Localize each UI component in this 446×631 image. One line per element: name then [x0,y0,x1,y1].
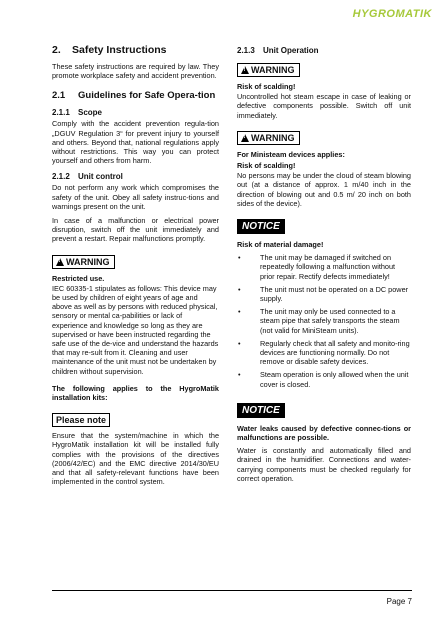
water-leaks-text: Water is constantly and automatically filled and drained in the humidifier. Connections and water-carrying components must be checked regularly for correct operation. [237,446,411,483]
hygromatik-logo: HYGROMATIK [352,8,432,20]
warning-triangle-icon [241,134,249,142]
scalding-risk-text-2: No persons may be under the cloud of steam blowing out (at a distance of approx. 1 m/40 inch in the direction of blowing out and 0.5 m/ 20 inch on both sides of the device). [237,171,411,208]
section-heading-2-1: 2.1 Guidelines for Safe Opera-tion [52,90,216,102]
material-damage-list [237,253,411,389]
notice-badge-2: NOTICE [237,403,285,418]
installation-kits-text: Ensure that the system/machine in which the HygroMatik installation kit will be installed fully complies with the provisions of the directives (2006/42/EC) and the EMC directive 2014/30/EU and that all safety-relevant functions have been implemented in the control system. [52,431,219,487]
warning-badge-1: ! WARNING [237,63,300,77]
unit-control-text-2: In case of a malfunction or electrical power disruption, switch off the unit immediately and prevent a restart. Repair malfunctions promptly. [52,216,219,244]
intro-text: These safety instructions are required by law. They promote workplace safety and accident prevention. [52,62,219,81]
page-number: Page 7 [386,597,412,606]
section-heading-2-1-3: 2.1.3 Unit Operation [237,46,319,55]
scalding-risk-title-1: Risk of scalding! [237,82,296,91]
list-item: • The unit may be damaged if switched on repeatedly following a malfunction without prior repair. Rectify defects immediately! [238,253,396,281]
chapter-heading: 2. Safety Instructions [52,44,167,56]
list-item: • The unit must not be operated on a DC power supply. [238,284,409,304]
material-damage-title: Risk of material damage! [237,240,324,250]
restricted-use-title: Restricted use. [52,273,105,283]
scalding-risk-title-2: Risk of scalding! [237,161,296,171]
scope-text: Comply with the accident prevention regula-tion „DGUV Regulation 3“ for prevent injury to yourself and others. Beyond that, national regulations apply without restrictions. This way you can protect yourself and others from harm. [52,119,219,166]
list-item: • Regularly check that all safety and monito-ring devices are functioning normally. Do not remove or disable safety devices. [238,338,410,367]
warning-badge: ! WARNING [52,255,115,269]
scalding-risk-text-1: Uncontrolled hot steam escape in case of leaking or defective components possible. Switch off unit immediately. [237,92,411,120]
restricted-use-text: IEC 60335-1 stipulates as follows: This device may be used by children of eight years of age and above as well as by persons with reduced physical, sensory or mental ca-pabilities or lack of experience and knowledge so long as they are supervised or have been instructed regarding the safe use of the de-vice and understand the hazards that may re-sult from it. Cleaning and user maintenance of the unit must not be undertaken by children without supervision. [52,283,219,376]
water-leaks-title: Water leaks caused by defective connec-tions or malfunctions are possible. [237,423,411,443]
warning-badge-2: ! WARNING [237,131,300,145]
section-heading-2-1-1: 2.1.1 Scope [52,108,103,118]
page-header [0,0,446,44]
warning-triangle-icon [56,258,64,266]
right-column [237,44,411,488]
footer-divider [52,590,412,591]
list-item: • Steam operation is only allowed when the unit cover is closed. [238,370,409,389]
section-heading-2-1-2: 2.1.2 Unit control [52,172,123,182]
notice-badge-1: NOTICE [237,219,285,234]
list-item: • The unit may only be used connected to a steam pipe that safely transports the steam (not valid for MiniSteam units). [238,307,400,335]
warning-triangle-icon [241,66,249,74]
ministeam-title: For Ministeam devices applies: [237,149,345,159]
left-column [52,44,219,492]
installation-kits-title: The following applies to the HygroMatik installation kits: [52,383,219,403]
please-note-badge: Please note [52,413,110,427]
unit-control-text-1: Do not perform any work which compromises the safety of the unit. Obey all safety instruc-tions and warnings present on the unit. [52,183,219,211]
